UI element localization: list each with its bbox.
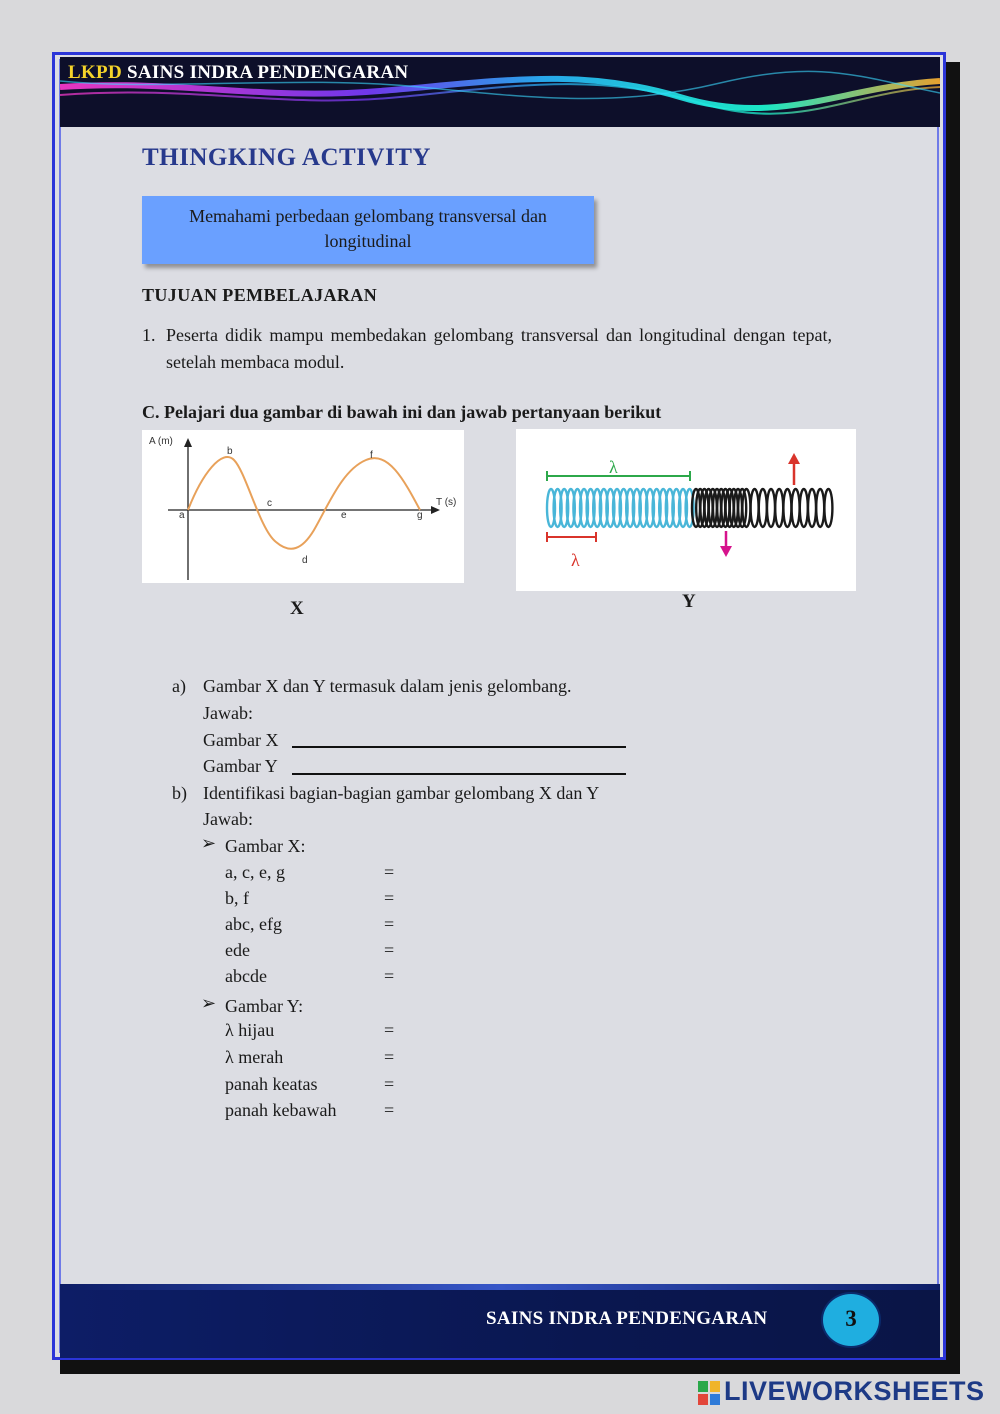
figure-x-wave-curve [188, 457, 420, 549]
question-a-text: Gambar X dan Y termasuk dalam jenis gelombang. [203, 676, 572, 696]
group-x-row-4-equals[interactable]: = [384, 940, 395, 960]
spring-coil [792, 489, 800, 527]
figure-x-transverse-wave [142, 430, 464, 583]
question-b-text: Identifikasi bagian-bagian gambar gelombang X dan Y [203, 783, 600, 803]
group-y-bullet-icon: ➢ [201, 993, 217, 1013]
group-x-row-5-equals[interactable]: = [384, 966, 395, 986]
figure-x-caption: X [290, 598, 304, 619]
spring-coil [808, 489, 816, 527]
answer-line-label-y: Gambar Y [203, 756, 278, 776]
group-x-row-4: ede [225, 940, 250, 960]
header-prefix: LKPD [68, 62, 122, 83]
point-d: d [302, 555, 308, 566]
spring-coils-blue [547, 489, 694, 527]
figure-x-y-label: A (m) [149, 436, 173, 447]
question-b-answer-label: Jawab: [203, 809, 253, 829]
group-y-row-3: panah keatas [225, 1074, 318, 1094]
spring-coil [775, 489, 783, 527]
question-a-label: a) [172, 676, 186, 696]
point-b: b [227, 446, 233, 457]
group-x-title: Gambar X: [225, 836, 306, 856]
lambda-green-label: λ [609, 457, 618, 477]
spring-coils-black [692, 489, 832, 527]
spring-coil [783, 489, 791, 527]
question-a-answer-label: Jawab: [203, 703, 253, 723]
page-number-badge: 3 [821, 1292, 881, 1348]
footer-title: SAINS INDRA PENDENGARAN [486, 1308, 768, 1329]
figure-y-longitudinal-wave [516, 429, 856, 591]
figure-x-x-label: T (s) [436, 497, 457, 508]
figure-x-y-arrow [184, 438, 192, 447]
group-x-row-5: abcde [225, 966, 267, 986]
spring-coil [759, 489, 767, 527]
group-y-row-4: panah kebawah [225, 1100, 337, 1120]
spring-coil [800, 489, 808, 527]
point-c: c [267, 498, 272, 509]
point-a: a [179, 510, 185, 521]
objective-number: 1. [142, 325, 156, 345]
spring-coil [751, 489, 759, 527]
group-x-row-2-equals[interactable]: = [384, 888, 395, 908]
instruction-text: C. Pelajari dua gambar di bawah ini dan jawab pertanyaan berikut [142, 402, 662, 422]
objective-item [142, 322, 832, 376]
liveworksheets-logo-icon [698, 1381, 720, 1405]
answer-line-x[interactable] [292, 746, 626, 748]
group-x-bullet-icon: ➢ [201, 833, 217, 853]
group-y-row-2: λ merah [225, 1047, 284, 1067]
question-b-label: b) [172, 783, 187, 803]
spring-coil [767, 489, 775, 527]
group-y-row-3-equals[interactable]: = [384, 1074, 395, 1094]
group-x-row-1-equals[interactable]: = [384, 862, 395, 882]
group-x-row-1: a, c, e, g [225, 862, 285, 882]
group-x-row-3: abc, efg [225, 914, 282, 934]
answer-line-label-x: Gambar X [203, 730, 279, 750]
section-title: THINGKING ACTIVITY [142, 144, 431, 171]
lambda-red-label: λ [571, 550, 580, 570]
group-y-row-1: λ hijau [225, 1020, 275, 1040]
goal-box: Memahami perbedaan gelombang transversal dan longitudinal [142, 196, 594, 264]
watermark-text: LIVEWORKSHEETS [724, 1376, 985, 1406]
arrow-down-head [720, 546, 732, 557]
objectives-heading: TUJUAN PEMBELAJARAN [142, 285, 378, 305]
group-y-row-4-equals[interactable]: = [384, 1100, 395, 1120]
group-y-title: Gambar Y: [225, 996, 304, 1016]
point-g: g [417, 510, 423, 521]
header-title-text: SAINS INDRA PENDENGARAN [127, 62, 409, 83]
group-x-row-2: b, f [225, 888, 249, 908]
spring-coil [816, 489, 824, 527]
answer-line-y[interactable] [292, 773, 626, 775]
group-x-row-3-equals[interactable]: = [384, 914, 395, 934]
point-e: e [341, 510, 347, 521]
spring-coil [824, 489, 832, 527]
arrow-up-head [788, 453, 800, 464]
objective-text: Peserta didik mampu membedakan gelombang transversal dan longitudinal dengan tepat, setelah membaca modul. [166, 325, 832, 372]
group-y-row-1-equals[interactable]: = [384, 1020, 395, 1040]
figure-y-caption: Y [682, 591, 696, 612]
point-f: f [370, 450, 373, 461]
header-title [68, 62, 408, 84]
group-y-row-2-equals[interactable]: = [384, 1047, 395, 1067]
